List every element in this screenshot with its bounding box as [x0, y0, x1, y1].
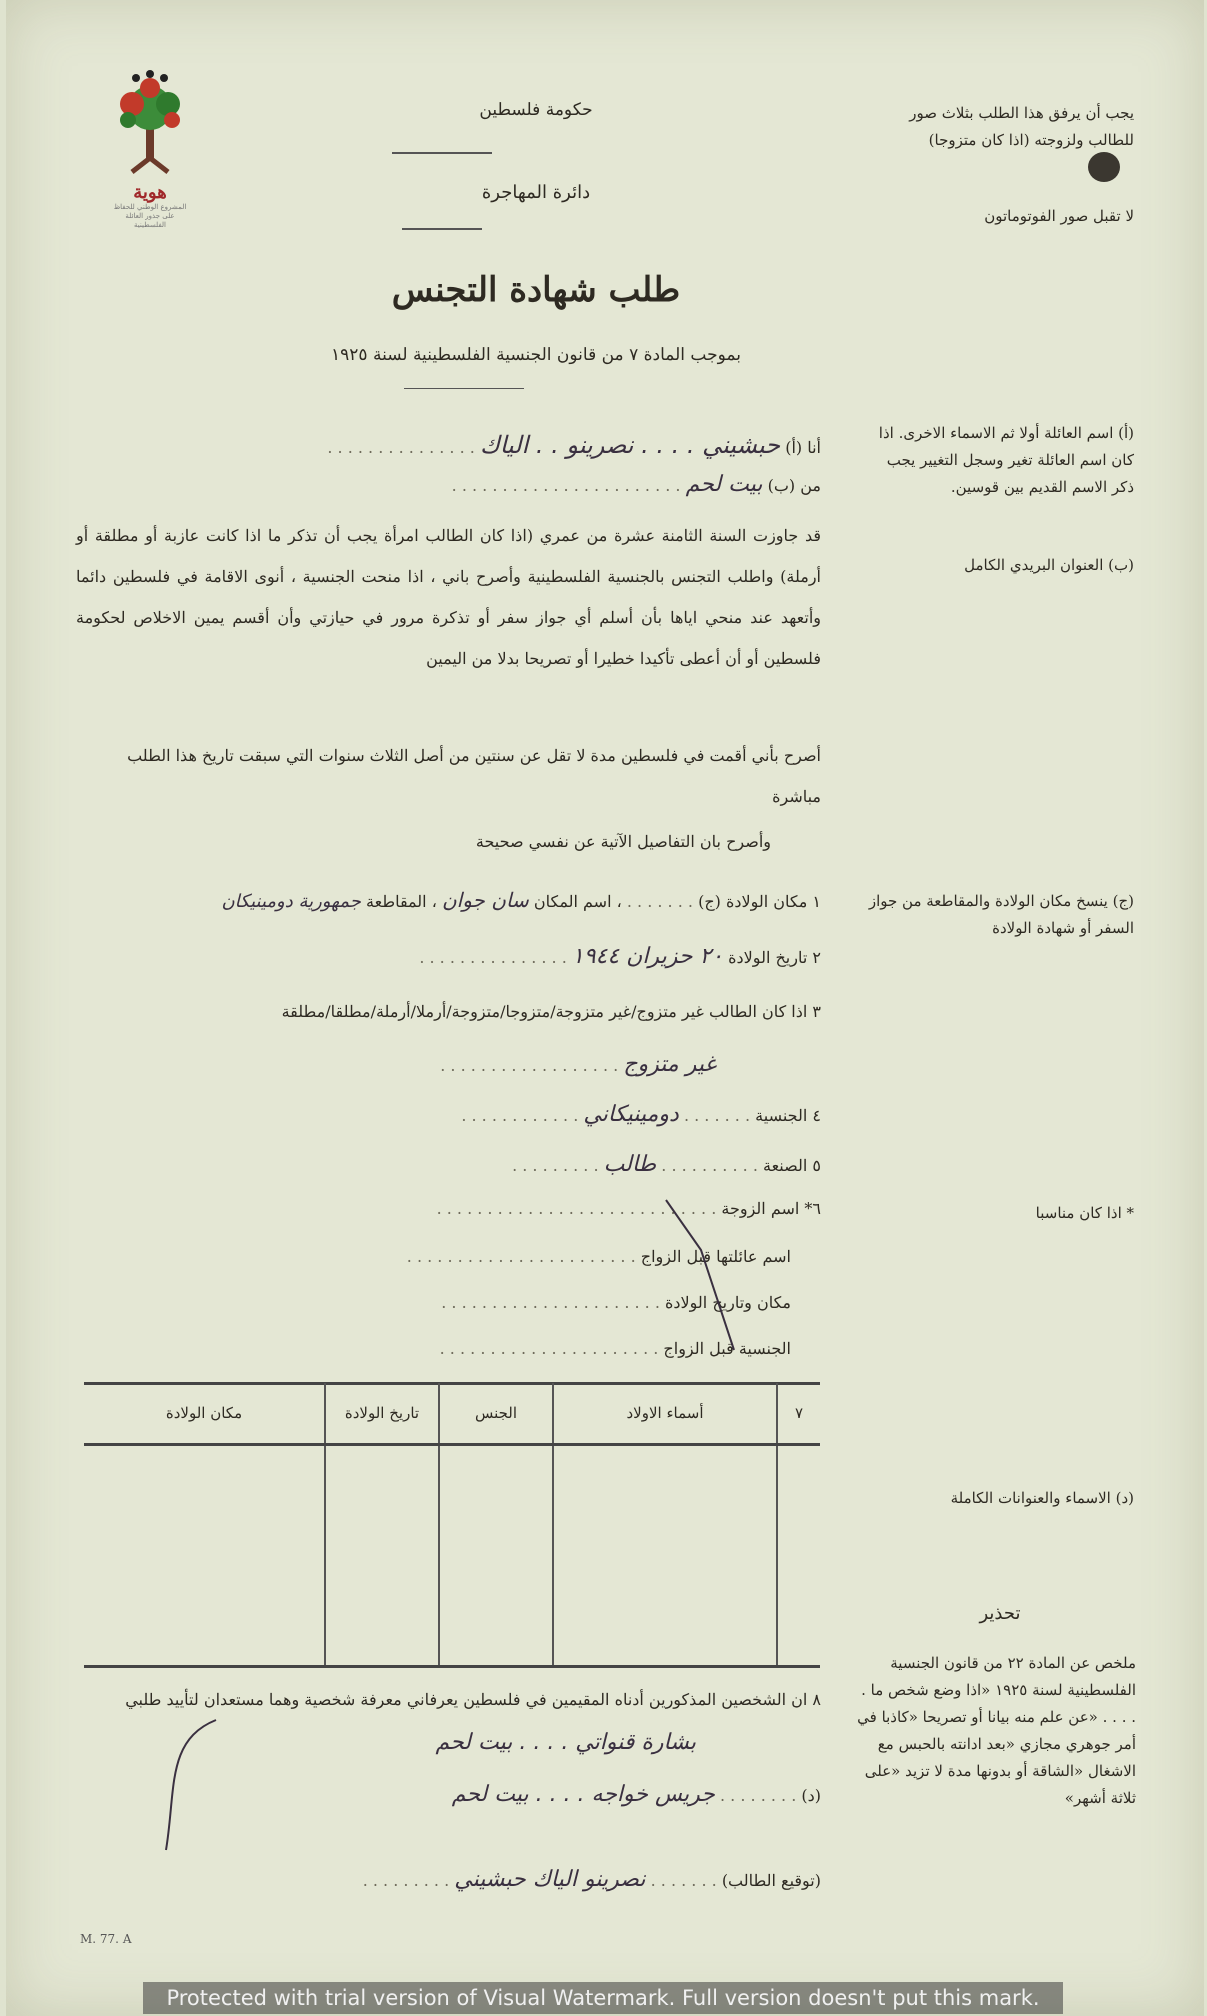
declaration-paragraph: قد جاوزت السنة الثامنة عشرة من عمري (اذا كان الطالب امرأة يجب أن تذكر ما اذا كانت عازبة أو مطلقة أو أرملة) واطلب التجنس بالجنسية الفلسطينية وأصرح باني ، اذا منحت الجنسية ، أنوى الاقامة في فلسطين دائما وأتعهد عند منحي اياها بأن أسلم أي جواز سفر أو تذكرة مرور في حيازتي وأن أقسم يمين الاخلاص لحكومة فلسطين أو أن أعطى تأكيدا خطيرا أو تصريحا بدلا من اليمين	[76, 526, 822, 668]
page-title: طلب شهادة التجنس	[391, 270, 681, 310]
document-page	[6, 0, 1204, 2016]
nationality-label: ٤ الجنسية	[755, 1106, 821, 1125]
col-children-names: أسماء الاولاد	[553, 1383, 777, 1445]
birthplace-label: ١ مكان الولادة (ج)	[698, 892, 821, 911]
dob-value: ٢٠ حزيران ١٩٤٤	[571, 944, 724, 969]
note-a: (أ) اسم العائلة أولا ثم الاسماء الاخرى. اذا كان اسم العائلة تغير وسجل التغيير يجب ذكر الاسم القديم بين قوسين.	[878, 424, 1134, 496]
fill-dots: . . . . . . . . . . . . . . .	[327, 438, 475, 457]
dob-label: ٢ تاريخ الولادة	[728, 948, 821, 967]
signature-line	[76, 1865, 821, 1896]
item-birthplace	[14, 885, 821, 917]
note-asterisk: * اذا كان مناسبا	[1035, 1204, 1134, 1222]
page-subtitle: بموجب المادة ٧ من قانون الجنسية الفلسطينية لسنة ١٩٢٥	[331, 345, 741, 365]
fill-dots: . . . . . . . . . .	[661, 1156, 758, 1175]
place-name-value: سان جوان	[441, 888, 529, 912]
table-row	[84, 1445, 820, 1667]
fill-dots: . . . . . . . . . . . . . . . . . .	[440, 1056, 619, 1075]
referee-2-label: (د)	[801, 1786, 821, 1805]
residence-paragraph: أصرح بأني أقمت في فلسطين مدة لا تقل عن سنتين من أصل الثلاث سنوات التي سبقت تاريخ هذا الطلب مباشرة	[127, 746, 821, 806]
district-value: جمهورية دومينيكان	[221, 891, 361, 912]
marital-label: ٣ اذا كان الطالب غير متزوج/غير متزوجة/متزوجا/متزوجة/أرملا/أرملة/مطلقا/مطلقة	[281, 1002, 821, 1021]
fill-dots: . . . . . . . . . . . . . . . . . . . . . . .	[406, 1247, 636, 1266]
fill-dots: . . . . . . .	[650, 1871, 717, 1890]
department-heading: دائرة المهاجرة	[481, 182, 591, 203]
col-sex: الجنس	[439, 1383, 553, 1445]
from-value: بيت لحم	[685, 472, 763, 497]
warning-text: ملخص عن المادة ٢٢ من قانون الجنسية الفلسطينية لسنة ١٩٢٥ «اذا وضع شخص ما . . . . . «عن علم منه بيانا أو تصريحا «كاذبا في أمر جوهري مجازي «بعد ادانته بالحبس مع الاشغال «الشاقة أو بدونها مدة لا تزيد «على ثلاثة أشهر»	[857, 1654, 1136, 1807]
children-table	[84, 1383, 820, 1666]
wife-birth-label: مكان وتاريخ الولادة	[665, 1293, 791, 1312]
fill-dots: . . . . . . . . . . . . . . .	[419, 948, 567, 967]
warning-title: تحذير	[979, 1603, 1021, 1624]
divider	[392, 152, 492, 154]
item-profession	[76, 1150, 821, 1181]
i-am-label: أنا (أ)	[785, 438, 821, 457]
fill-dots: . . . . . . . . . . . . . . . . . . . . . .	[439, 1339, 659, 1358]
wife-family-label: اسم عائلتها قبل الزواج	[640, 1247, 791, 1266]
ink-blot	[1088, 152, 1120, 182]
table-bottom-rule	[84, 1665, 820, 1668]
logo-tagline: المشروع الوطني للحفاظ على جذور العائلة الفلسطينية	[113, 203, 187, 229]
logo-wordmark: هوية	[133, 182, 167, 203]
col-birth-date: تاريخ الولادة	[325, 1383, 439, 1445]
fill-dots: . . . . . . . . .	[512, 1156, 599, 1175]
from-label: من (ب)	[767, 476, 821, 495]
applicant-name-line	[76, 430, 821, 463]
signature-value: نصرينو الياك حبشيني	[454, 1867, 646, 1892]
heritage-logo	[110, 68, 190, 238]
truth-statement: وأصرح بان التفاصيل الآتية عن نفسي صحيحة	[475, 832, 771, 851]
referee-2-value: جريس خواجه . . . . بيت لحم	[451, 1782, 715, 1807]
fill-dots: . . . . . . . . . . . . . . . . . . . . . . .	[451, 476, 681, 495]
profession-label: ٥ الصنعة	[763, 1156, 821, 1175]
divider	[404, 388, 524, 389]
form-code: M. 77. A	[80, 1932, 132, 1946]
marital-line	[76, 1050, 716, 1081]
address-line	[76, 470, 821, 501]
applicant-name-value: حبشيني . . . . نصرينو . . الياك	[479, 431, 781, 459]
fill-dots: . . . . . . . . .	[362, 1871, 450, 1890]
col-number: ٧	[777, 1383, 820, 1445]
strike-through-mark	[656, 1190, 746, 1360]
bracket-mark	[146, 1710, 236, 1870]
fill-dots: . . . . . . . . . . . . . . . . . . . . . . . . . . . .	[436, 1199, 717, 1218]
nationality-value: دومينيكاني	[583, 1102, 679, 1127]
note-no-photomaton: لا تقبل صور الفوتوماتون	[984, 207, 1134, 225]
signature-label: (توقيع الطالب)	[721, 1871, 821, 1890]
watermark-banner: Protected with trial version of Visual Watermark. Full version doesn't put this mark.	[143, 1982, 1063, 2014]
item-dob	[76, 942, 821, 973]
government-heading: حكومة فلسطين	[479, 100, 593, 120]
col-birth-place: مكان الولادة	[84, 1383, 325, 1445]
fill-dots: . . . . . . . . . . . .	[461, 1106, 579, 1125]
fill-dots: . . . . . . .	[683, 1106, 751, 1125]
note-photos: يجب أن يرفق هذا الطلب بثلاث صور للطالب ولزوجته (اذا كان متزوجا)	[909, 104, 1134, 149]
note-c: (ج) ينسخ مكان الولادة والمقاطعة من جواز السفر أو شهادة الولادة	[868, 892, 1134, 937]
marital-value: غير متزوج	[623, 1052, 716, 1077]
fill-dots: . . . . . . . . . . . . . . . . . . . . . .	[441, 1293, 660, 1312]
referees-statement: ٨ ان الشخصين المذكورين أدناه المقيمين في فلسطين يعرفاني معرفة شخصية وهما مستعدان لتأييد طلبي	[125, 1690, 821, 1709]
place-name-label: ، اسم المكان	[533, 892, 622, 911]
table-header-row	[84, 1383, 820, 1445]
note-d: (د) الاسماء والعنوانات الكاملة	[950, 1489, 1134, 1507]
district-label: ، المقاطعة	[366, 892, 437, 911]
profession-value: طالب	[603, 1152, 657, 1177]
fill-dots: . . . . . . . .	[720, 1786, 797, 1805]
fill-dots: . . . . . . .	[626, 892, 693, 911]
item-nationality	[76, 1100, 821, 1131]
wife-label: ٦* اسم الزوجة	[721, 1199, 821, 1218]
tree-icon	[110, 68, 190, 178]
divider	[402, 228, 482, 230]
note-b: (ب) العنوان البريدي الكامل	[964, 556, 1134, 574]
referee-1-value: بشارة قنواتي . . . . بيت لحم	[435, 1730, 696, 1755]
wife-nat-label: الجنسية قبل الزواج	[663, 1339, 791, 1358]
